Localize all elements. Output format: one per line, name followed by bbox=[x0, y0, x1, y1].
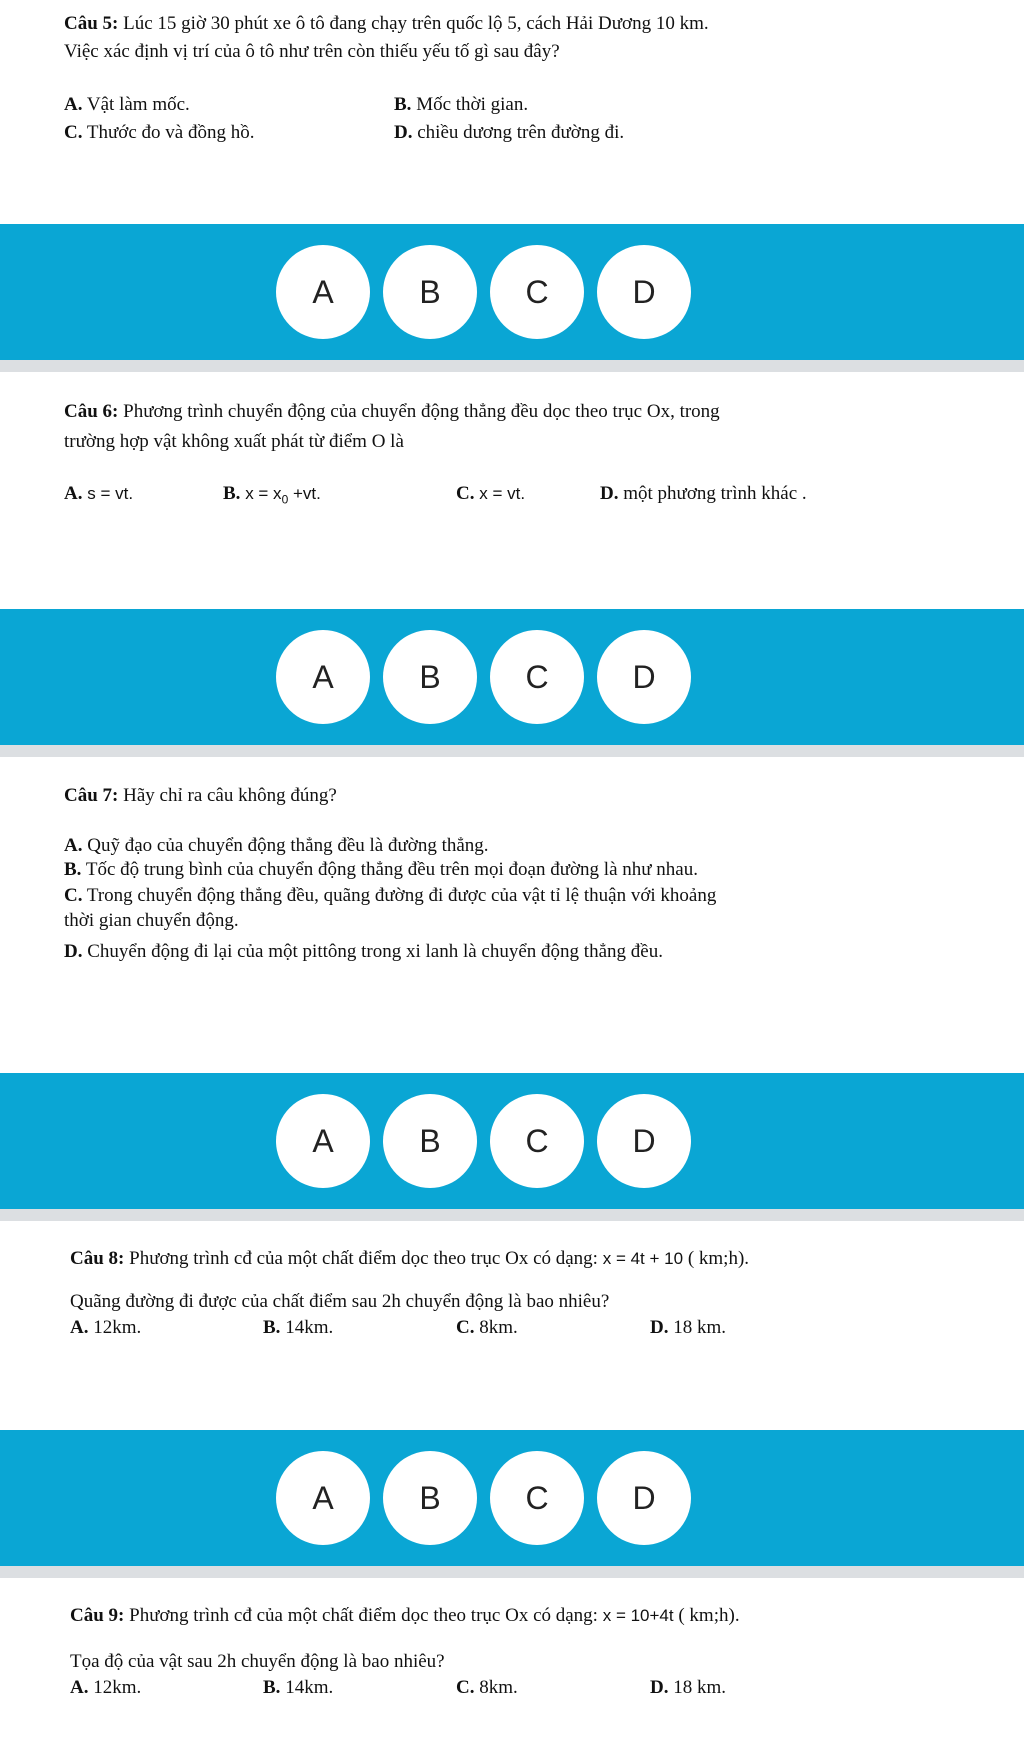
question-8-line-2: Quãng đường đi được của chất điểm sau 2h chuyển động là bao nhiêu? bbox=[70, 1291, 610, 1312]
choice-b-button[interactable]: B bbox=[383, 1094, 477, 1188]
option-b: B. 14km. bbox=[263, 1317, 334, 1338]
choice-a-button[interactable]: A bbox=[276, 630, 370, 724]
answer-bar-4-shadow bbox=[0, 1566, 1024, 1578]
question-5-line-2: Việc xác định vị trí của ô tô như trên còn thiếu yếu tố gì sau đây? bbox=[64, 41, 560, 62]
option-d: D. một phương trình khác . bbox=[600, 483, 807, 504]
option-d: D. chiều dương trên đường đi. bbox=[394, 122, 625, 143]
choice-b-button[interactable]: B bbox=[383, 1451, 477, 1545]
option-a: A. Quỹ đạo của chuyển động thẳng đều là đường thẳng. bbox=[64, 835, 489, 856]
option-b: B. $x = x_0 +vt$. bbox=[223, 483, 321, 507]
question-9-line-2: Tọa độ của vật sau 2h chuyển động là bao nhiêu? bbox=[70, 1651, 445, 1672]
option-a: A. s = vt. bbox=[64, 483, 134, 504]
option-c: C. x = vt. bbox=[456, 483, 526, 504]
question-6-line-1: Câu 6: Phương trình chuyển động của chuyển động thẳng đều dọc theo trục Ox, trong bbox=[64, 401, 720, 422]
choice-b-button[interactable]: B bbox=[383, 245, 477, 339]
choice-c-button[interactable]: C bbox=[490, 1451, 584, 1545]
option-b: B. 14km. bbox=[263, 1677, 334, 1698]
answer-bar-3-shadow bbox=[0, 1209, 1024, 1221]
answer-bar-2-shadow bbox=[0, 745, 1024, 757]
choice-c-button[interactable]: C bbox=[490, 245, 584, 339]
choice-a-button[interactable]: A bbox=[276, 1094, 370, 1188]
answer-bar-1-shadow bbox=[0, 360, 1024, 372]
choice-b-button[interactable]: B bbox=[383, 630, 477, 724]
choice-c-button[interactable]: C bbox=[490, 1094, 584, 1188]
choice-a-button[interactable]: A bbox=[276, 245, 370, 339]
question-7-line-1: Câu 7: Hãy chỉ ra câu không đúng? bbox=[64, 785, 337, 806]
option-c: C. Trong chuyển động thẳng đều, quãng đường đi được của vật tỉ lệ thuận với khoảng bbox=[64, 885, 717, 906]
question-8-line-1: Câu 8: Phương trình cđ của một chất điểm dọc theo trục Ox có dạng: x = 4t + 10 ( km;h). bbox=[70, 1248, 750, 1269]
question-5-line-1: Câu 5: Lúc 15 giờ 30 phút xe ô tô đang chạy trên quốc lộ 5, cách Hải Dương 10 km. bbox=[64, 13, 709, 34]
choice-d-button[interactable]: D bbox=[597, 245, 691, 339]
option-a: A. 12km. bbox=[70, 1677, 142, 1698]
option-b: B. Mốc thời gian. bbox=[394, 94, 529, 115]
option-d: D. 18 km. bbox=[650, 1677, 727, 1698]
choice-c-button[interactable]: C bbox=[490, 630, 584, 724]
option-d: D. 18 km. bbox=[650, 1317, 727, 1338]
option-c: C. 8km. bbox=[456, 1677, 518, 1698]
option-a: A. Vật làm mốc. bbox=[64, 94, 190, 115]
choice-d-button[interactable]: D bbox=[597, 630, 691, 724]
question-9-line-1: Câu 9: Phương trình cđ của một chất điểm dọc theo trục Ox có dạng: x = 10+4t ( km;h). bbox=[70, 1605, 740, 1626]
option-b: B. Tốc độ trung bình của chuyển động thẳng đều trên mọi đoạn đường là như nhau. bbox=[64, 859, 698, 880]
option-a: A. 12km. bbox=[70, 1317, 142, 1338]
question-6-line-2: trường hợp vật không xuất phát từ điểm O là bbox=[64, 431, 404, 452]
choice-a-button[interactable]: A bbox=[276, 1451, 370, 1545]
option-d: D. Chuyển động đi lại của một pittông trong xi lanh là chuyển động thẳng đều. bbox=[64, 941, 663, 962]
choice-d-button[interactable]: D bbox=[597, 1094, 691, 1188]
choice-d-button[interactable]: D bbox=[597, 1451, 691, 1545]
option-c: C. 8km. bbox=[456, 1317, 518, 1338]
option-c-continuation: thời gian chuyển động. bbox=[64, 910, 239, 931]
option-c: C. Thước đo và đồng hồ. bbox=[64, 122, 255, 143]
